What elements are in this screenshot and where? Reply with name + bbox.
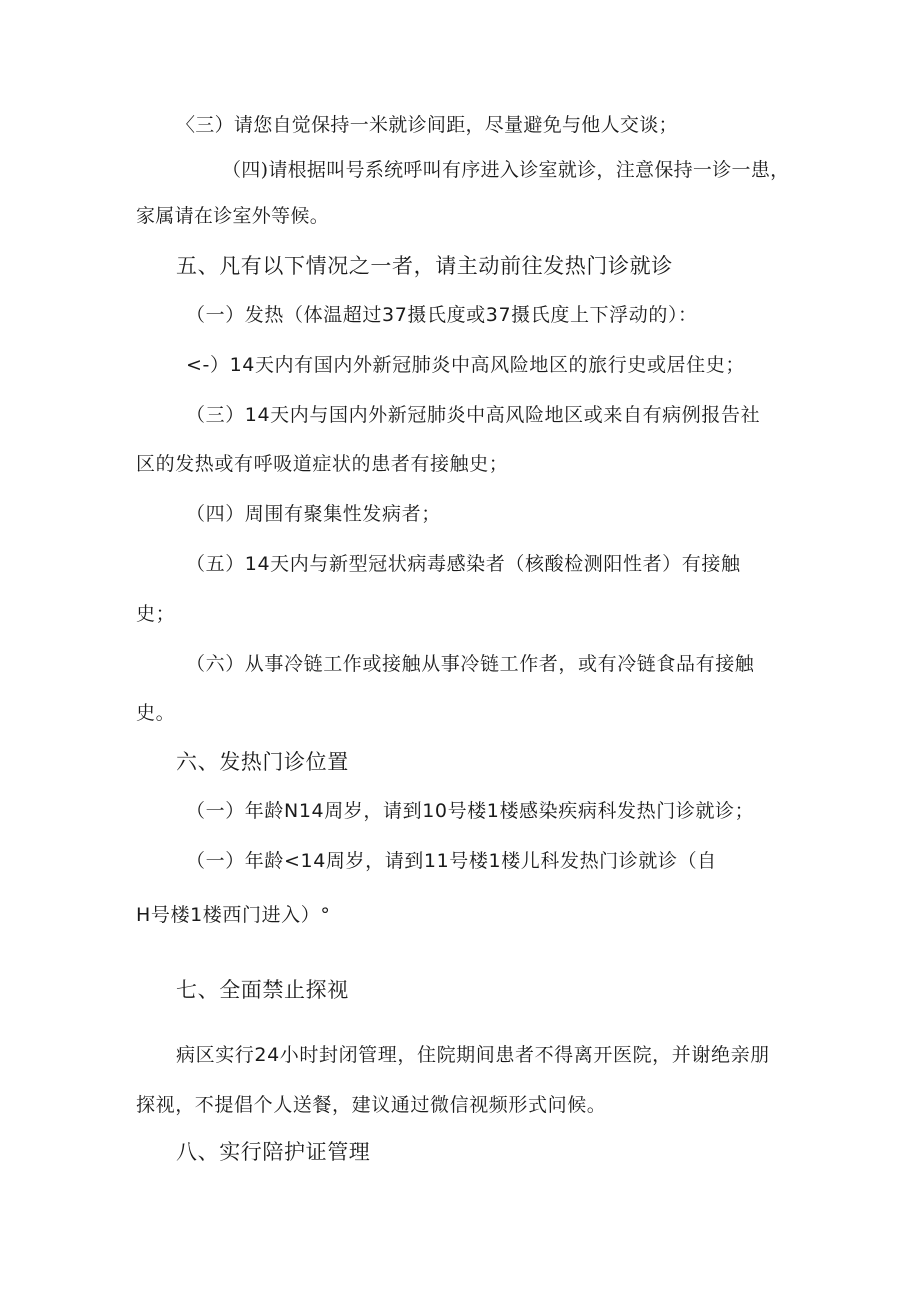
body-paragraph: 病区实行24小时封闭管理，住院期间患者不得离开医院，并谢绝亲朋 [176,1044,770,1066]
list-item: （六）从事冷链工作或接触从事冷链工作者，或有冷链食品有接触 [186,653,755,675]
list-item-continued: 史； [136,603,176,625]
paragraph-item-3: 〈三）请您自觉保持一米就诊间距，尽量避免与他人交谈； [176,114,678,136]
list-item-continued: 区的发热或有呼吸道症状的患者有接触史； [136,453,509,475]
list-item: （四）周围有聚集性发病者； [186,503,441,525]
section-heading-6: 六、发热门诊位置 [176,750,349,774]
section-heading-7: 七、全面禁止探视 [176,978,349,1002]
list-item: （一）年龄N14周岁，请到10号楼1楼感染疾病科发热门诊就诊； [186,800,755,822]
paragraph-item-4: （四)请根据叫号系统呼叫有序进入诊室就诊，注意保持一诊一患， [222,159,790,181]
section-heading-8: 八、实行陪护证管理 [176,1140,371,1164]
paragraph-item-4-continued: 家属请在诊室外等候。 [136,205,330,227]
section-heading-5: 五、凡有以下情况之一者，请主动前往发热门诊就诊 [176,254,673,278]
list-item: （三）14天内与国内外新冠肺炎中高风险地区或来自有病例报告社 [186,404,761,426]
list-item: （一）年龄<14周岁，请到11号楼1楼儿科发热门诊就诊（自 [186,850,717,872]
list-item: <-）14天内有国内外新冠肺炎中高风险地区的旅行史或居住史； [186,354,745,376]
list-item: （一）发热（体温超过37摄氏度或37摄氏度上下浮动的）： [186,304,698,326]
list-item: （五）14天内与新型冠状病毒感染者（核酸检测阳性者）有接触 [186,553,741,575]
body-paragraph-continued: 探视，不提倡个人送餐，建议通过微信视频形式问候。 [136,1094,607,1116]
list-item-continued: H号楼1楼西门进入）° [136,904,331,926]
list-item-continued: 史。 [136,702,176,724]
